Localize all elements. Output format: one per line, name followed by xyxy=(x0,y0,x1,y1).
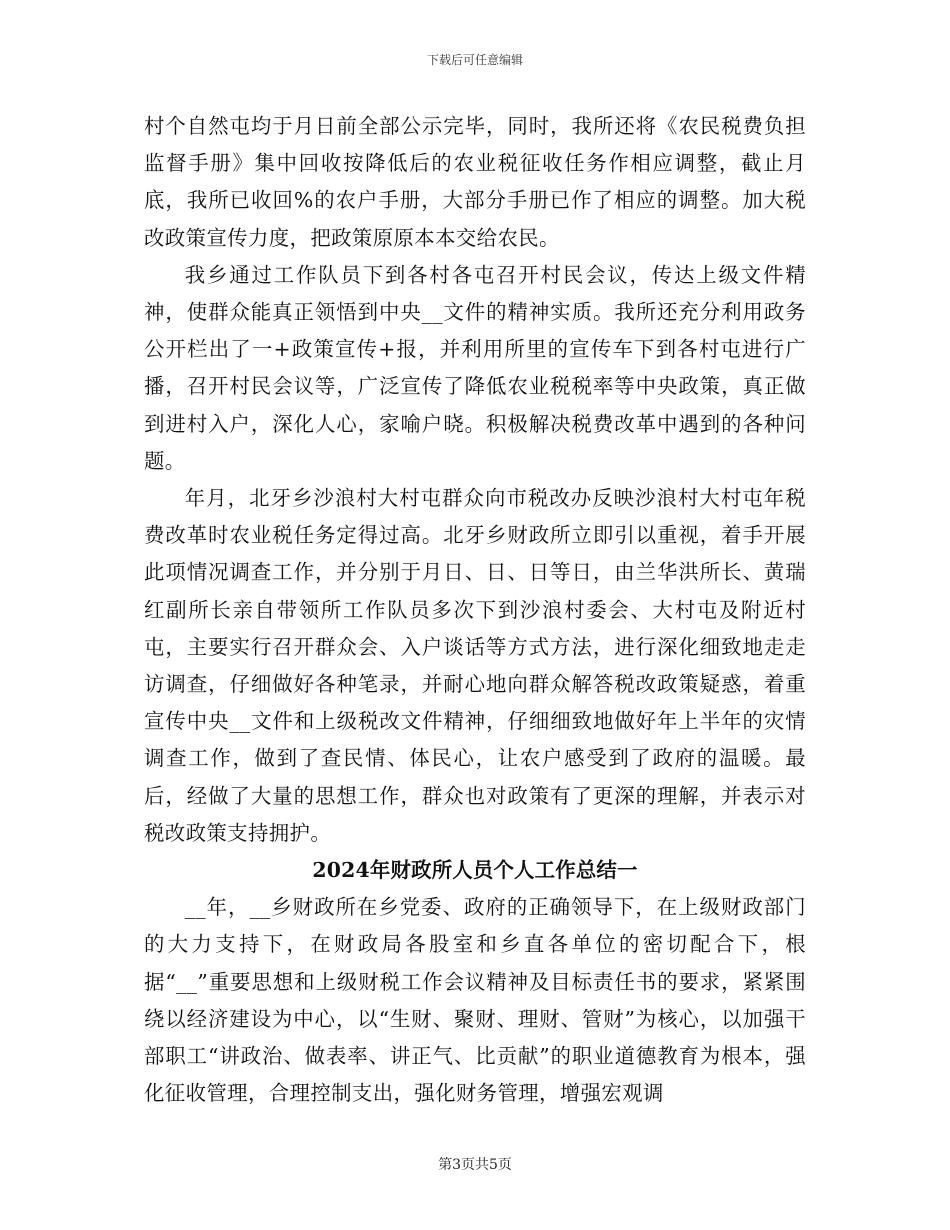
paragraph-tax-policy-publicity: 我乡通过工作队员下到各村各屯召开村民会议，传达上级文件精神，使群众能真正领悟到中央__文件的精神实质。我所还充分利用政务公开栏出了一+政策宣传+报，并利用所里的宣传车下到各村屯进行广播，召开村民会议等，广泛宣传了降低农业税税率等中央政策，真正做到进村入户，深化人心，家喻户晓。积极解决税费改革中遇到的各种问题。 xyxy=(144,262,806,473)
paragraph-continuation: 村个自然屯均于月日前全部公示完毕，同时，我所还将《农民税费负担监督手册》集中回收按降低后的农业税征收任务作相应调整，截止月底，我所已收回%的农户手册，大部分手册已作了相应的调整。加大税改政策宣传力度，把政策原原本本交给农民。 xyxy=(144,114,806,250)
page-header: 下载后可任意编辑 xyxy=(426,53,523,67)
paragraph-summary-intro: __年，__乡财政所在乡党委、政府的正确领导下，在上级财政部门的大力支持下，在财政局各股室和乡直各单位的密切配合下，根据“__”重要思想和上级财税工作会议精神及目标责任书的要求，紧紧围绕以经济建设为中心，以“生财、聚财、理财、管财”为核心，以加强干部职工“讲政治、做表率、讲正气、比贡献”的职业道德教育为根本，强化征收管理，合理控制支出，强化财务管理，增强宏观调 xyxy=(144,895,806,1106)
document-body xyxy=(144,108,806,1112)
page-footer: 第3页共5页 xyxy=(438,1157,512,1173)
section-heading: 2024年财政所人员个人工作总结一 xyxy=(312,858,638,883)
paragraph-shalang-village-investigation: 年月，北牙乡沙浪村大村屯群众向市税改办反映沙浪村大村屯年税费改革时农业税任务定得过高。北牙乡财政所立即引以重视，着手开展此项情况调查工作，并分别于月日、日、日等日，由兰华洪所长、黄瑞红副所长亲自带领所工作队员多次下到沙浪村委会、大村屯及附近村屯，主要实行召开群众会、入户谈话等方式方法，进行深化细致地走走访调查，仔细做好各种笔录，并耐心地向群众解答税改政策疑惑，着重宣传中央__文件和上级税改文件精神，仔细细致地做好年上半年的灾情调查工作，做到了查民情、体民心，让农户感受到了政府的温暖。最后，经做了大量的思想工作，群众也对政策有了更深的理解，并表示对税改政策支持拥护。 xyxy=(144,486,806,845)
